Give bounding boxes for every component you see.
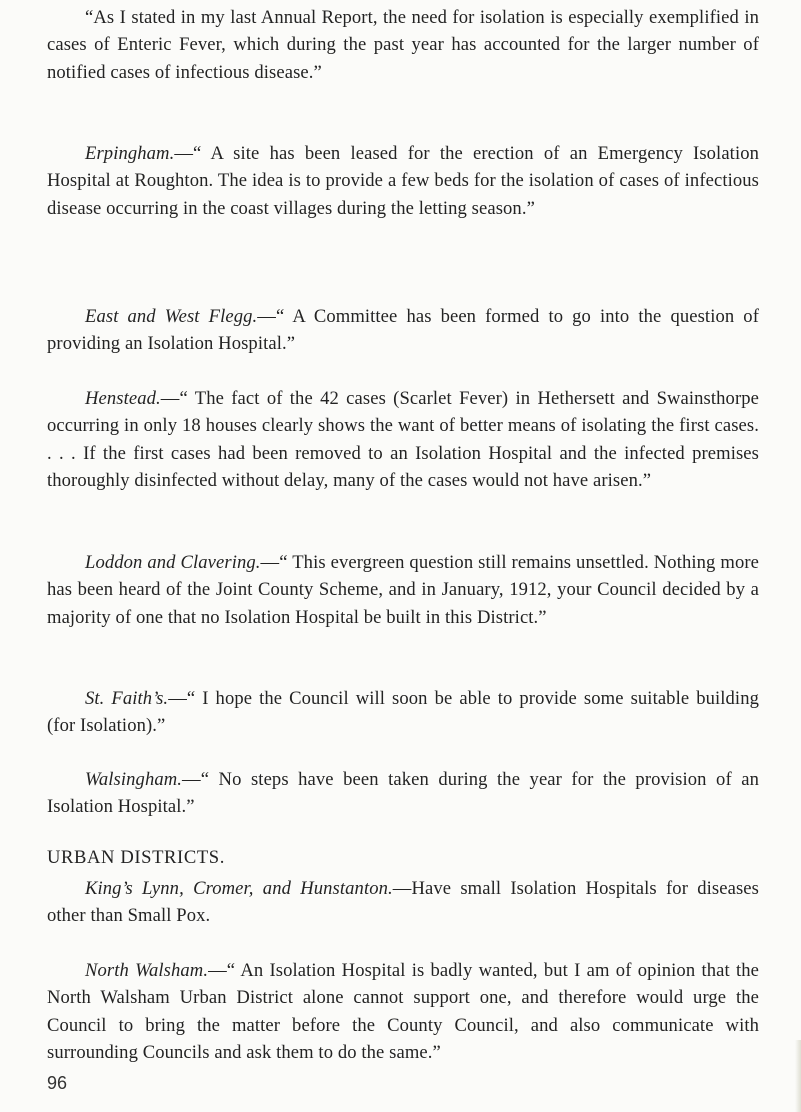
district-name: Loddon and Clavering. — [85, 552, 261, 573]
page-edge-shadow — [795, 1040, 801, 1112]
paragraph-text: “As I stated in my last Annual Report, the need for isolation is especially exemplified in cases of Enteric Fever, which during the past year has accounted for the larger number of notified cases of infectious disease.” — [47, 7, 759, 83]
paragraph-text: —“ I hope the Council will soon be able to provide some suitable building (for Isolation).” — [47, 688, 759, 737]
paragraph-text: —“ No steps have been taken during the year for the provision of an Isolation Hospital.” — [47, 769, 759, 818]
section-heading-urban-districts: URBAN DISTRICTS. — [47, 847, 225, 868]
district-name: St. Faith’s. — [85, 688, 169, 709]
paragraph-text: —“ This evergreen question still remains unsettled. Nothing more has been heard of the Joint County Scheme, and in January, 1912, your Council decided by a majority of one that no Isolation Hospital be built in this District.” — [47, 552, 759, 628]
district-name: Henstead. — [85, 388, 161, 409]
paragraph-text: —“ An Isolation Hospital is badly wanted, but I am of opinion that the North Walsham Urban District alone cannot support one, and therefore would urge the Council to bring the matter before the County Council, and also communicate with surrounding Councils and ask them to do the same.” — [47, 960, 759, 1064]
paragraph-walsingham — [47, 766, 759, 821]
district-name: Erpingham. — [85, 143, 175, 164]
paragraph-north-walsham — [47, 957, 759, 1067]
paragraph-henstead — [47, 385, 759, 495]
paragraph-east-west-flegg — [47, 303, 759, 358]
paragraph-intro — [47, 4, 759, 86]
paragraph-loddon-clavering — [47, 549, 759, 631]
district-name: North Walsham. — [85, 960, 209, 981]
paragraph-kings-lynn — [47, 875, 759, 930]
paragraph-text: —“ The fact of the 42 cases (Scarlet Fever) in Hethersett and Swainsthorpe occurring in only 18 houses clearly shows the want of better means of isolating the first cases. . . . If the first cases had been removed to an Isolation Hospital and the infected premises thoroughly disinfected without delay, many of the cases would not have arisen.” — [47, 388, 759, 492]
paragraph-text: —“ A Committee has been formed to go into the question of providing an Isolation Hospital.” — [47, 306, 759, 355]
district-name: Walsingham. — [85, 769, 183, 790]
paragraph-st-faiths — [47, 685, 759, 740]
page-number: 96 — [47, 1073, 68, 1093]
district-name: King’s Lynn, Cromer, and Hunstanton. — [85, 878, 393, 899]
district-name: East and West Flegg. — [85, 306, 258, 327]
paragraph-erpingham — [47, 140, 759, 222]
paragraph-text: —“ A site has been leased for the erection of an Emergency Isolation Hospital at Roughton. The idea is to provide a few beds for the isolation of cases of infectious disease occurring in the coast villages during the letting season.” — [47, 143, 759, 219]
paragraph-text: —Have small Isolation Hospitals for diseases other than Small Pox. — [47, 878, 759, 927]
